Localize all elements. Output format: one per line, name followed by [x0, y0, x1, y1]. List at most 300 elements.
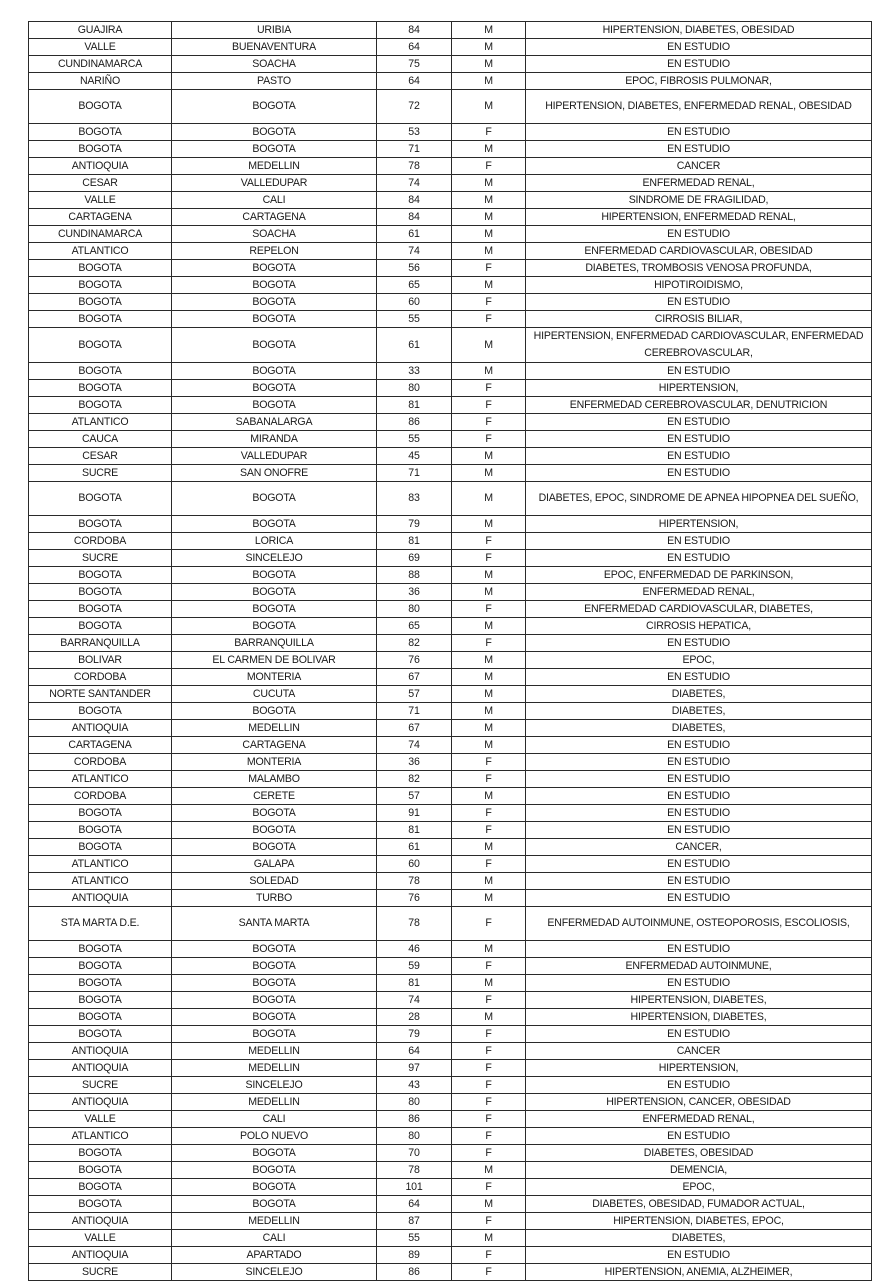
city-cell: BOGOTA [172, 363, 377, 380]
department-cell: BOGOTA [29, 1009, 172, 1026]
age-cell: 79 [377, 1026, 452, 1043]
condition-cell: CANCER [526, 1043, 872, 1060]
sex-cell: F [452, 907, 526, 941]
city-cell: MEDELLIN [172, 1043, 377, 1060]
sex-cell: F [452, 414, 526, 431]
department-cell: CORDOBA [29, 788, 172, 805]
condition-cell: HIPERTENSION, [526, 1060, 872, 1077]
age-cell: 84 [377, 192, 452, 209]
sex-cell: F [452, 533, 526, 550]
city-cell: BOGOTA [172, 1009, 377, 1026]
sex-cell: F [452, 124, 526, 141]
table-row [29, 141, 872, 158]
age-cell: 71 [377, 465, 452, 482]
sex-cell: F [452, 294, 526, 311]
age-cell: 59 [377, 958, 452, 975]
age-cell: 78 [377, 873, 452, 890]
city-cell: BOGOTA [172, 941, 377, 958]
condition-cell: EN ESTUDIO [526, 533, 872, 550]
table-row [29, 1111, 872, 1128]
city-cell: BOGOTA [172, 839, 377, 856]
condition-cell: EN ESTUDIO [526, 669, 872, 686]
table-row [29, 158, 872, 175]
age-cell: 87 [377, 1213, 452, 1230]
age-cell: 61 [377, 839, 452, 856]
department-cell: BOGOTA [29, 958, 172, 975]
city-cell: GALAPA [172, 856, 377, 873]
table-row [29, 226, 872, 243]
city-cell: BOGOTA [172, 397, 377, 414]
table-row [29, 618, 872, 635]
condition-cell: ENFERMEDAD CARDIOVASCULAR, OBESIDAD [526, 243, 872, 260]
table-row [29, 975, 872, 992]
condition-cell: DIABETES, [526, 703, 872, 720]
age-cell: 57 [377, 686, 452, 703]
condition-cell: EN ESTUDIO [526, 822, 872, 839]
department-cell: CORDOBA [29, 533, 172, 550]
age-cell: 74 [377, 175, 452, 192]
age-cell: 78 [377, 1162, 452, 1179]
age-cell: 61 [377, 328, 452, 363]
city-cell: BOGOTA [172, 958, 377, 975]
age-cell: 74 [377, 992, 452, 1009]
table-row [29, 601, 872, 618]
table-row [29, 1128, 872, 1145]
table-row [29, 328, 872, 363]
age-cell: 36 [377, 754, 452, 771]
city-cell: BOGOTA [172, 1179, 377, 1196]
table-row [29, 737, 872, 754]
department-cell: BARRANQUILLA [29, 635, 172, 652]
table-row [29, 311, 872, 328]
sex-cell: M [452, 175, 526, 192]
sex-cell: F [452, 822, 526, 839]
table-row [29, 363, 872, 380]
table-row [29, 958, 872, 975]
table-row [29, 771, 872, 788]
table-row [29, 1060, 872, 1077]
table-row [29, 567, 872, 584]
age-cell: 86 [377, 414, 452, 431]
condition-cell: DIABETES, [526, 686, 872, 703]
department-cell: SUCRE [29, 550, 172, 567]
condition-cell: HIPERTENSION, CANCER, OBESIDAD [526, 1094, 872, 1111]
city-cell: MONTERIA [172, 754, 377, 771]
condition-cell: EN ESTUDIO [526, 465, 872, 482]
age-cell: 88 [377, 567, 452, 584]
table-row [29, 890, 872, 907]
table-row [29, 448, 872, 465]
sex-cell: M [452, 516, 526, 533]
condition-cell: EN ESTUDIO [526, 754, 872, 771]
sex-cell: F [452, 397, 526, 414]
city-cell: BOGOTA [172, 992, 377, 1009]
department-cell: SUCRE [29, 1264, 172, 1281]
age-cell: 36 [377, 584, 452, 601]
city-cell: MEDELLIN [172, 158, 377, 175]
department-cell: STA MARTA D.E. [29, 907, 172, 941]
sex-cell: M [452, 669, 526, 686]
condition-cell: EN ESTUDIO [526, 805, 872, 822]
sex-cell: F [452, 1094, 526, 1111]
department-cell: BOGOTA [29, 516, 172, 533]
condition-cell: EN ESTUDIO [526, 890, 872, 907]
table-row [29, 669, 872, 686]
table-row [29, 1230, 872, 1247]
table-row [29, 414, 872, 431]
sex-cell: M [452, 584, 526, 601]
department-cell: NORTE SANTANDER [29, 686, 172, 703]
condition-cell: DIABETES, TROMBOSIS VENOSA PROFUNDA, [526, 260, 872, 277]
city-cell: CALI [172, 1111, 377, 1128]
age-cell: 74 [377, 243, 452, 260]
sex-cell: F [452, 958, 526, 975]
sex-cell: F [452, 754, 526, 771]
age-cell: 79 [377, 516, 452, 533]
city-cell: BOGOTA [172, 482, 377, 516]
sex-cell: M [452, 482, 526, 516]
age-cell: 80 [377, 380, 452, 397]
department-cell: BOGOTA [29, 975, 172, 992]
age-cell: 81 [377, 397, 452, 414]
city-cell: BOGOTA [172, 703, 377, 720]
condition-cell: EN ESTUDIO [526, 635, 872, 652]
age-cell: 75 [377, 56, 452, 73]
city-cell: BOGOTA [172, 1026, 377, 1043]
department-cell: ANTIOQUIA [29, 158, 172, 175]
age-cell: 72 [377, 90, 452, 124]
sex-cell: F [452, 158, 526, 175]
condition-cell: EN ESTUDIO [526, 294, 872, 311]
age-cell: 84 [377, 22, 452, 39]
table-row [29, 941, 872, 958]
city-cell: EL CARMEN DE BOLIVAR [172, 652, 377, 669]
department-cell: CARTAGENA [29, 737, 172, 754]
age-cell: 80 [377, 1094, 452, 1111]
table-row [29, 686, 872, 703]
sex-cell: M [452, 243, 526, 260]
table-row [29, 260, 872, 277]
condition-cell: EN ESTUDIO [526, 873, 872, 890]
condition-cell: EN ESTUDIO [526, 226, 872, 243]
department-cell: BOGOTA [29, 277, 172, 294]
department-cell: BOGOTA [29, 805, 172, 822]
city-cell: BUENAVENTURA [172, 39, 377, 56]
sex-cell: F [452, 805, 526, 822]
sex-cell: F [452, 1043, 526, 1060]
city-cell: MONTERIA [172, 669, 377, 686]
table-row [29, 90, 872, 124]
city-cell: URIBIA [172, 22, 377, 39]
city-cell: BOGOTA [172, 1196, 377, 1213]
sex-cell: M [452, 941, 526, 958]
sex-cell: M [452, 618, 526, 635]
age-cell: 33 [377, 363, 452, 380]
condition-cell: HIPERTENSION, ENFERMEDAD RENAL, [526, 209, 872, 226]
condition-cell: EN ESTUDIO [526, 1247, 872, 1264]
department-cell: BOGOTA [29, 363, 172, 380]
sex-cell: M [452, 448, 526, 465]
sex-cell: M [452, 652, 526, 669]
department-cell: VALLE [29, 39, 172, 56]
table-row [29, 465, 872, 482]
condition-cell: EN ESTUDIO [526, 141, 872, 158]
age-cell: 80 [377, 601, 452, 618]
sex-cell: M [452, 226, 526, 243]
table-row [29, 516, 872, 533]
city-cell: SANTA MARTA [172, 907, 377, 941]
city-cell: PASTO [172, 73, 377, 90]
department-cell: BOGOTA [29, 567, 172, 584]
sex-cell: M [452, 465, 526, 482]
condition-cell: DIABETES, [526, 1230, 872, 1247]
age-cell: 101 [377, 1179, 452, 1196]
sex-cell: M [452, 1009, 526, 1026]
city-cell: BOGOTA [172, 90, 377, 124]
condition-cell: DIABETES, OBESIDAD, FUMADOR ACTUAL, [526, 1196, 872, 1213]
city-cell: BOGOTA [172, 141, 377, 158]
table-row [29, 1162, 872, 1179]
condition-cell: DIABETES, [526, 720, 872, 737]
age-cell: 64 [377, 1196, 452, 1213]
department-cell: BOGOTA [29, 90, 172, 124]
sex-cell: F [452, 1213, 526, 1230]
table-row [29, 1179, 872, 1196]
sex-cell: M [452, 1230, 526, 1247]
city-cell: CALI [172, 1230, 377, 1247]
department-cell: ATLANTICO [29, 856, 172, 873]
department-cell: ANTIOQUIA [29, 890, 172, 907]
city-cell: BOGOTA [172, 1162, 377, 1179]
city-cell: MEDELLIN [172, 1094, 377, 1111]
age-cell: 46 [377, 941, 452, 958]
condition-cell: ENFERMEDAD RENAL, [526, 1111, 872, 1128]
department-cell: BOGOTA [29, 1145, 172, 1162]
table-row [29, 1094, 872, 1111]
sex-cell: F [452, 1247, 526, 1264]
city-cell: SOACHA [172, 226, 377, 243]
age-cell: 60 [377, 856, 452, 873]
table-row [29, 1009, 872, 1026]
department-cell: ANTIOQUIA [29, 1043, 172, 1060]
sex-cell: F [452, 771, 526, 788]
city-cell: SAN ONOFRE [172, 465, 377, 482]
city-cell: CARTAGENA [172, 737, 377, 754]
age-cell: 81 [377, 822, 452, 839]
city-cell: BOGOTA [172, 311, 377, 328]
age-cell: 57 [377, 788, 452, 805]
condition-cell: HIPERTENSION, DIABETES, OBESIDAD [526, 22, 872, 39]
department-cell: ATLANTICO [29, 1128, 172, 1145]
sex-cell: F [452, 1179, 526, 1196]
table-row [29, 192, 872, 209]
condition-cell: EN ESTUDIO [526, 56, 872, 73]
table-row [29, 635, 872, 652]
city-cell: BOGOTA [172, 516, 377, 533]
age-cell: 64 [377, 1043, 452, 1060]
sex-cell: F [452, 431, 526, 448]
case-table-body [29, 22, 872, 1281]
department-cell: VALLE [29, 192, 172, 209]
condition-cell: EPOC, FIBROSIS PULMONAR, [526, 73, 872, 90]
department-cell: GUAJIRA [29, 22, 172, 39]
department-cell: BOGOTA [29, 294, 172, 311]
table-row [29, 243, 872, 260]
city-cell: BOGOTA [172, 294, 377, 311]
table-row [29, 992, 872, 1009]
city-cell: MEDELLIN [172, 1060, 377, 1077]
condition-cell: EPOC, ENFERMEDAD DE PARKINSON, [526, 567, 872, 584]
table-row [29, 56, 872, 73]
department-cell: CORDOBA [29, 754, 172, 771]
table-row [29, 294, 872, 311]
condition-cell: HIPERTENSION, ENFERMEDAD CARDIOVASCULAR, ENFERMEDAD CEREBROVASCULAR, [526, 328, 872, 363]
table-row [29, 703, 872, 720]
department-cell: BOGOTA [29, 380, 172, 397]
condition-cell: HIPERTENSION, DIABETES, [526, 1009, 872, 1026]
table-row [29, 907, 872, 941]
department-cell: VALLE [29, 1230, 172, 1247]
city-cell: BOGOTA [172, 124, 377, 141]
sex-cell: F [452, 1026, 526, 1043]
table-row [29, 124, 872, 141]
department-cell: ATLANTICO [29, 243, 172, 260]
age-cell: 78 [377, 158, 452, 175]
condition-cell: CIRROSIS HEPATICA, [526, 618, 872, 635]
sex-cell: M [452, 788, 526, 805]
city-cell: SOLEDAD [172, 873, 377, 890]
sex-cell: M [452, 975, 526, 992]
table-row [29, 839, 872, 856]
department-cell: BOGOTA [29, 311, 172, 328]
department-cell: ATLANTICO [29, 414, 172, 431]
condition-cell: CANCER [526, 158, 872, 175]
department-cell: BOGOTA [29, 397, 172, 414]
department-cell: BOGOTA [29, 822, 172, 839]
sex-cell: M [452, 39, 526, 56]
condition-cell: EN ESTUDIO [526, 431, 872, 448]
age-cell: 71 [377, 141, 452, 158]
city-cell: MEDELLIN [172, 1213, 377, 1230]
department-cell: BOGOTA [29, 124, 172, 141]
table-row [29, 1247, 872, 1264]
age-cell: 55 [377, 311, 452, 328]
age-cell: 91 [377, 805, 452, 822]
age-cell: 61 [377, 226, 452, 243]
city-cell: SOACHA [172, 56, 377, 73]
city-cell: BOGOTA [172, 260, 377, 277]
condition-cell: DIABETES, OBESIDAD [526, 1145, 872, 1162]
department-cell: BOGOTA [29, 260, 172, 277]
condition-cell: DEMENCIA, [526, 1162, 872, 1179]
city-cell: LORICA [172, 533, 377, 550]
department-cell: BOGOTA [29, 328, 172, 363]
condition-cell: EN ESTUDIO [526, 975, 872, 992]
age-cell: 55 [377, 1230, 452, 1247]
department-cell: BOGOTA [29, 1196, 172, 1213]
city-cell: MALAMBO [172, 771, 377, 788]
city-cell: BOGOTA [172, 277, 377, 294]
table-row [29, 431, 872, 448]
age-cell: 67 [377, 720, 452, 737]
age-cell: 64 [377, 39, 452, 56]
condition-cell: EN ESTUDIO [526, 1128, 872, 1145]
department-cell: ANTIOQUIA [29, 720, 172, 737]
department-cell: CESAR [29, 448, 172, 465]
sex-cell: F [452, 311, 526, 328]
age-cell: 56 [377, 260, 452, 277]
department-cell: BOGOTA [29, 482, 172, 516]
condition-cell: ENFERMEDAD RENAL, [526, 584, 872, 601]
condition-cell: CIRROSIS BILIAR, [526, 311, 872, 328]
condition-cell: HIPERTENSION, DIABETES, ENFERMEDAD RENAL, OBESIDAD [526, 90, 872, 124]
sex-cell: M [452, 873, 526, 890]
sex-cell: M [452, 277, 526, 294]
case-table [28, 21, 872, 1281]
department-cell: CARTAGENA [29, 209, 172, 226]
city-cell: REPELON [172, 243, 377, 260]
department-cell: CESAR [29, 175, 172, 192]
city-cell: SABANALARGA [172, 414, 377, 431]
condition-cell: EPOC, [526, 652, 872, 669]
table-row [29, 652, 872, 669]
department-cell: BOGOTA [29, 703, 172, 720]
department-cell: ATLANTICO [29, 771, 172, 788]
condition-cell: DIABETES, EPOC, SINDROME DE APNEA HIPOPNEA DEL SUEÑO, [526, 482, 872, 516]
table-row [29, 720, 872, 737]
age-cell: 82 [377, 635, 452, 652]
sex-cell: F [452, 635, 526, 652]
city-cell: SINCELEJO [172, 1264, 377, 1281]
sex-cell: F [452, 260, 526, 277]
department-cell: ATLANTICO [29, 873, 172, 890]
sex-cell: F [452, 1264, 526, 1281]
city-cell: BOGOTA [172, 975, 377, 992]
sex-cell: F [452, 1077, 526, 1094]
city-cell: MEDELLIN [172, 720, 377, 737]
department-cell: BOGOTA [29, 941, 172, 958]
city-cell: MIRANDA [172, 431, 377, 448]
condition-cell: HIPERTENSION, DIABETES, [526, 992, 872, 1009]
condition-cell: HIPERTENSION, [526, 516, 872, 533]
age-cell: 65 [377, 277, 452, 294]
condition-cell: ENFERMEDAD AUTOINMUNE, OSTEOPOROSIS, ESCOLIOSIS, [526, 907, 872, 941]
department-cell: BOLIVAR [29, 652, 172, 669]
department-cell: CORDOBA [29, 669, 172, 686]
condition-cell: EN ESTUDIO [526, 414, 872, 431]
condition-cell: EN ESTUDIO [526, 1077, 872, 1094]
department-cell: BOGOTA [29, 584, 172, 601]
city-cell: BOGOTA [172, 601, 377, 618]
table-row [29, 550, 872, 567]
age-cell: 28 [377, 1009, 452, 1026]
table-row [29, 73, 872, 90]
condition-cell: SINDROME DE FRAGILIDAD, [526, 192, 872, 209]
table-row [29, 1264, 872, 1281]
table-row [29, 1026, 872, 1043]
table-row [29, 277, 872, 294]
department-cell: BOGOTA [29, 601, 172, 618]
age-cell: 71 [377, 703, 452, 720]
condition-cell: ENFERMEDAD CEREBROVASCULAR, DENUTRICION [526, 397, 872, 414]
department-cell: NARIÑO [29, 73, 172, 90]
table-row [29, 397, 872, 414]
city-cell: BOGOTA [172, 584, 377, 601]
condition-cell: EN ESTUDIO [526, 856, 872, 873]
age-cell: 78 [377, 907, 452, 941]
condition-cell: EPOC, [526, 1179, 872, 1196]
city-cell: APARTADO [172, 1247, 377, 1264]
